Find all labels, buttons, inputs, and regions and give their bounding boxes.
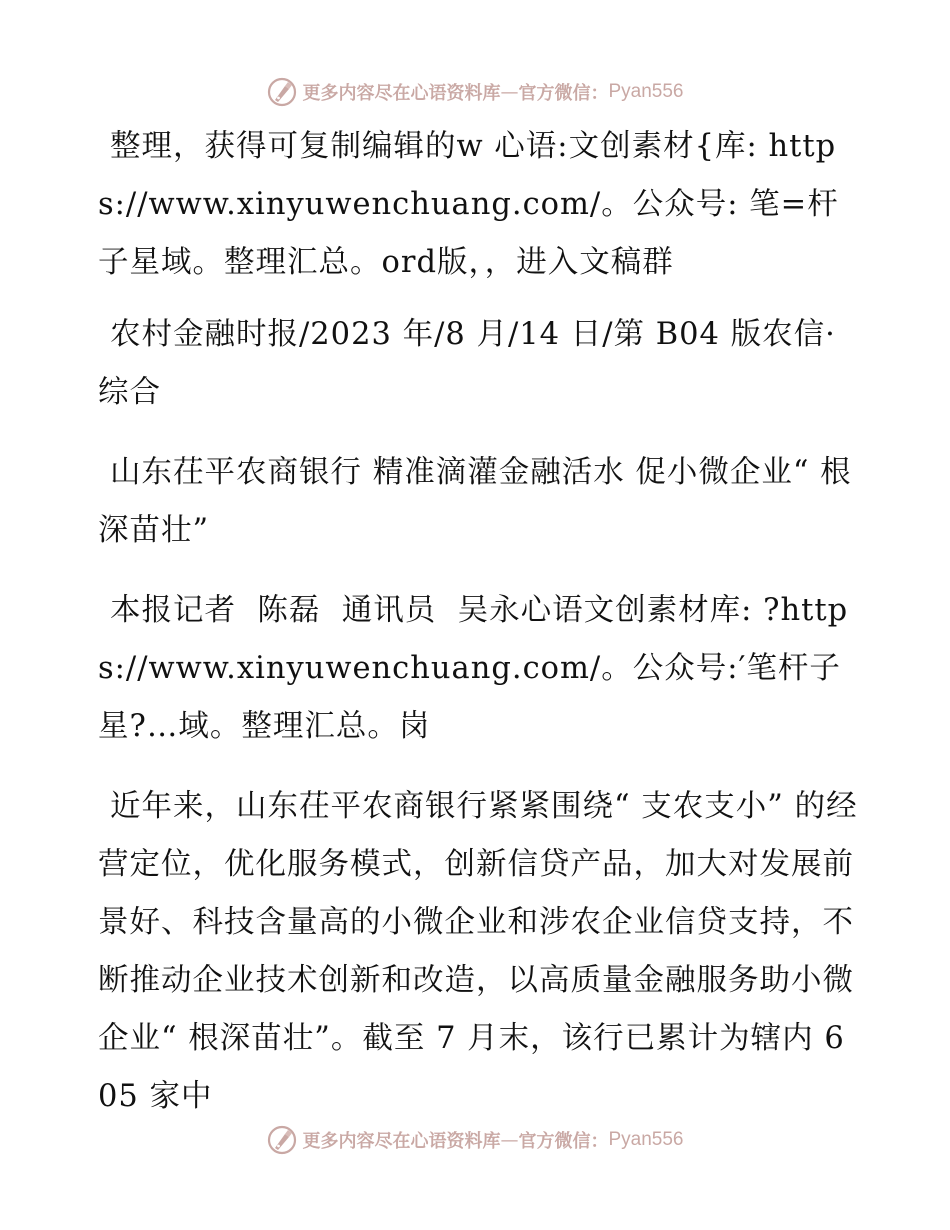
pen-nib-logo-icon <box>266 1124 298 1156</box>
watermark-wechat-id: Pyan556 <box>608 81 684 102</box>
paragraph-byline: 本报记者 陈磊 通讯员 吴永心语文创素材库: ?https://www.xinyuwenchuang.com/。公众号:′笔杆子星?…域。整理汇总。岗 <box>98 593 849 744</box>
watermark-text: 更多内容尽在心语资料库 <box>302 1131 501 1152</box>
pen-nib-logo-icon <box>266 76 298 108</box>
header-watermark-banner <box>0 72 950 112</box>
watermark-separator: — <box>500 1129 519 1151</box>
footer-watermark-banner <box>0 1120 950 1160</box>
watermark-wechat-id: Pyan556 <box>608 1129 684 1150</box>
paragraph-source-line: 农村金融时报/2023 年/8 月/14 日/第 B04 版农信· 综合 <box>98 317 847 410</box>
watermark-wechat-label: 官方微信： <box>518 1131 609 1152</box>
article-headline: 山东茌平农商银行 精准滴灌金融活水 促小微企业“ 根深苗壮” <box>98 455 852 548</box>
watermark-text: 更多内容尽在心语资料库 <box>302 83 501 104</box>
paragraph-body: 近年来，山东茌平农商银行紧紧围绕“ 支农支小” 的经营定位，优化服务模式，创新信贷产品，加大对发展前景好、科技含量高的小微企业和涉农企业信贷支持，不断推动企业技术创新和改造，以高质量金融服务助小微企业“ 根深苗壮”。截至 7 月末，该行已累计为辖内 605 家中 <box>98 789 858 1114</box>
watermark-wechat-label: 官方微信： <box>518 83 609 104</box>
watermark-separator: — <box>500 81 519 103</box>
paragraph-intro-note: 整理，获得可复制编辑的w 心语:文创素材{库: https://www.xinyuwenchuang.com/。公众号: 笔=杆子星域。整理汇总。ord版，，进入文稿群 <box>98 129 839 280</box>
document-body <box>98 118 858 1148</box>
